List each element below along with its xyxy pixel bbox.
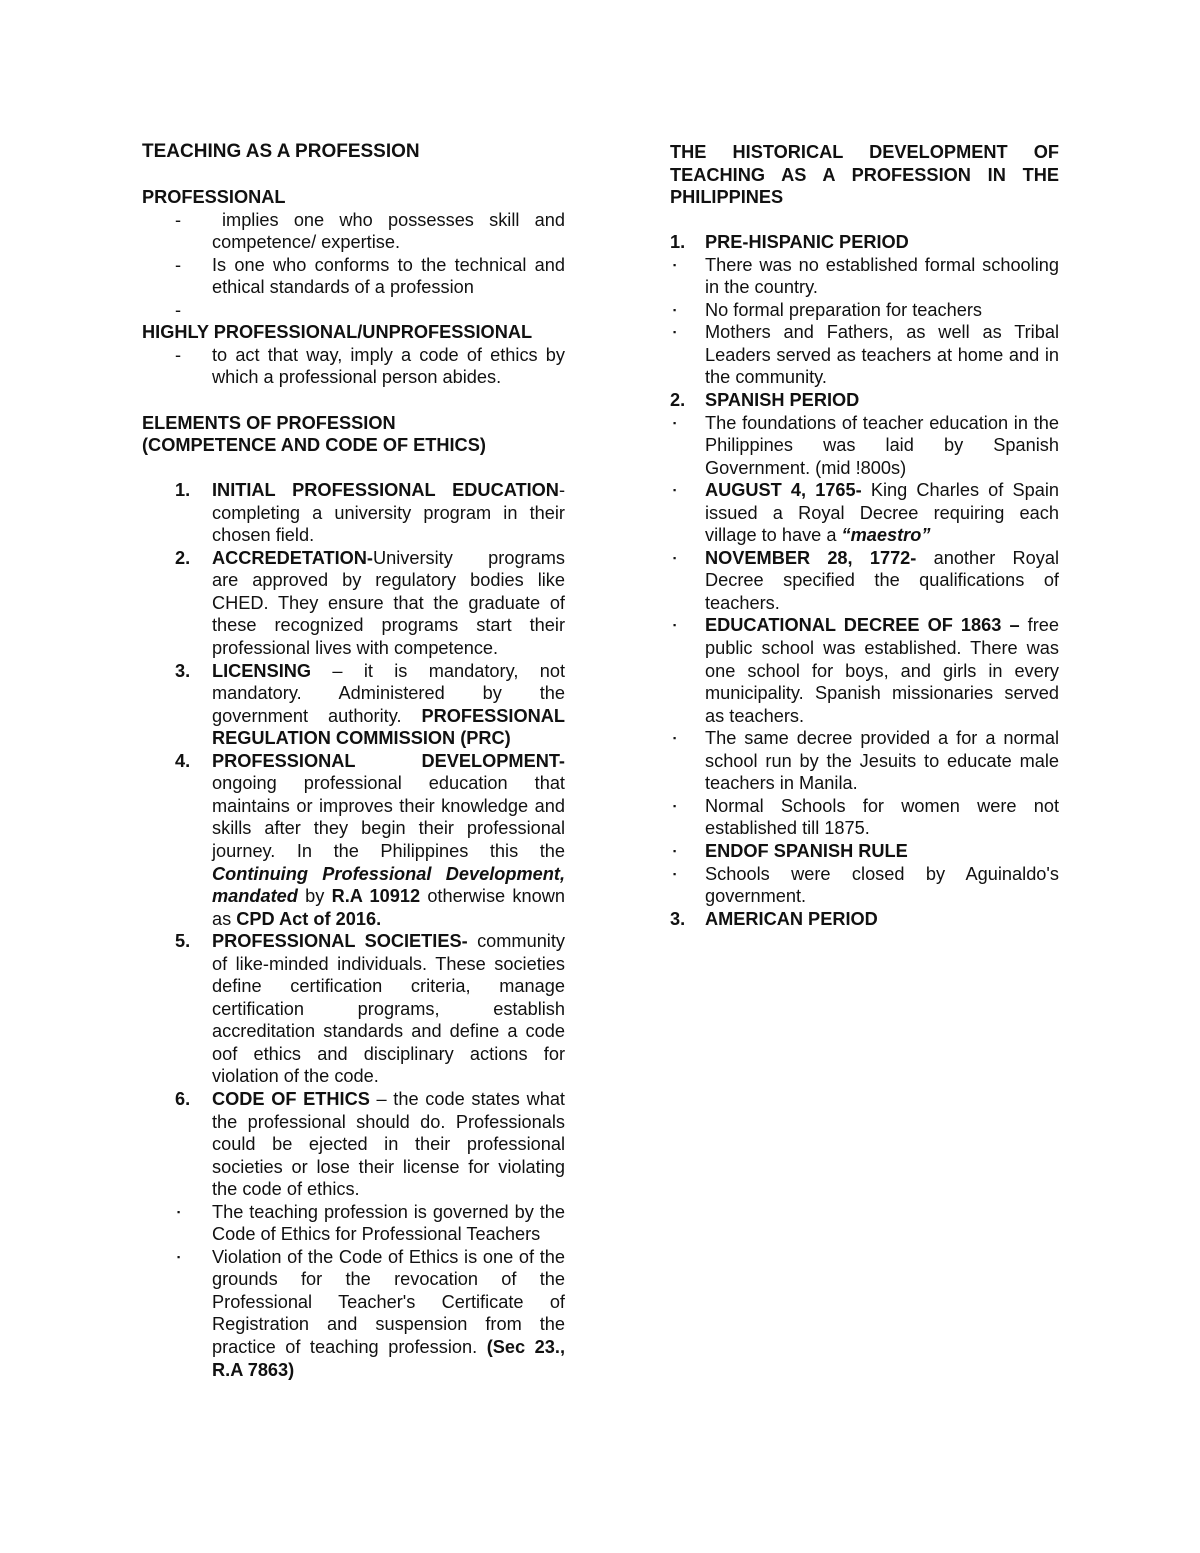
element-item-3: 3. LICENSING – it is mandatory, not mandatory. Administered by the government authority. PROFESSIONAL REGULATION COMMISSION (PRC) [175,660,565,749]
professional-heading: PROFESSIONAL [142,187,286,208]
bullet-icon: ▪ [673,304,677,315]
list-item: - Is one who conforms to the technical and ethical standards of a profession [175,254,565,298]
bullet-item: ▪ No formal preparation for teachers [673,299,982,320]
bullet-icon: ▪ [673,868,677,879]
list-item: - to act that way, imply a code of ethics by which a professional person abides. [175,344,565,388]
elements-subheading: (COMPETENCE AND CODE OF ETHICS) [142,435,486,456]
bullet-icon: ▪ [673,800,677,811]
list-item: - [175,299,182,320]
bullet-icon: ▪ [673,327,677,338]
history-title: THE HISTORICAL DEVELOPMENT OF TEACHING AS A PROFESSION IN THE PHILIPPINES [670,142,1059,208]
bullet-item: ▪ AUGUST 4, 1765- King Charles of Spain issued a Royal Decree requiring each village to have a “maestro” [673,480,1059,546]
bullet-item: ▪ Schools were closed by Aguinaldo's government. [673,863,1059,907]
bullet-icon: ▪ [673,417,677,428]
bullet-item: ▪ The foundations of teacher education in the Philippines was laid by Spanish Government. (mid !800s) [673,412,1059,478]
bullet-item: ▪ The same decree provided a for a normal school run by the Jesuits to educate male teachers in Manila. [673,728,1059,794]
bullet-item: ▪ Violation of the Code of Ethics is one of the grounds for the revocation of the Professional Teacher's Certificate of Registration and suspension from the practice of teaching profession. (Sec 23., R.A 7863) [177,1246,566,1380]
bullet-icon: ▪ [673,485,677,496]
bullet-icon: ▪ [673,259,677,270]
bullet-item: ▪ Normal Schools for women were not established till 1875. [673,795,1059,839]
bullet-icon: ▪ [177,1251,181,1262]
document-title: TEACHING AS A PROFESSION [142,141,420,162]
right-column [670,141,1059,930]
element-item-5: 5. PROFESSIONAL SOCIETIES- community of like-minded individuals. These societies define certification criteria, manage certification programs, establish accreditation standards and define a code oof ethics and disciplinary actions for violation of the code. [175,931,565,1087]
period-heading-pre-hispanic: 1. PRE-HISPANIC PERIOD [670,232,909,253]
list-item: - implies one who possesses skill and competence/ expertise. [175,209,565,253]
bullet-icon: ▪ [673,733,677,744]
bullet-icon: ▪ [673,620,677,631]
bullet-item: ▪ There was no established formal schooling in the country. [673,254,1059,298]
bullet-item: ▪ Mothers and Fathers, as well as Tribal Leaders served as teachers at home and in the community. [673,322,1059,388]
bullet-icon: ▪ [177,1206,181,1217]
period-heading-spanish: 2. SPANISH PERIOD [670,390,860,411]
bullet-item: ▪ ENDOF SPANISH RULE [673,840,908,861]
highly-professional-heading: HIGHLY PROFESSIONAL/UNPROFESSIONAL [142,322,533,343]
element-item-4: 4. PROFESSIONAL DEVELOPMENT- ongoing professional education that maintains or improves their knowledge and skills after they begin their professional journey. In the Philippines this the Continuing Professional Development, mandated by R.A 10912 otherwise known as CPD Act of 2016. [175,750,565,929]
element-item-6: 6. CODE OF ETHICS – the code states what the professional should do. Professionals could be ejected in their professional societies or lose their license for violating the code of ethics. [175,1088,565,1200]
period-heading-american: 3. AMERICAN PERIOD [670,908,878,929]
bullet-item: ▪ The teaching profession is governed by the Code of Ethics for Professional Teachers [177,1201,565,1245]
element-item-2: 2. ACCREDETATION-University programs are approved by regulatory bodies like CHED. They ensure that the graduate of these recognized programs start their professional lives with competence. [175,547,565,659]
bullet-item: ▪ EDUCATIONAL DECREE OF 1863 – free public school was established. There was one school for boys, and girls in every municipality. Spanish missionaries served as teachers. [673,615,1059,726]
bullet-icon: ▪ [673,552,677,563]
bullet-icon: ▪ [673,845,677,856]
bullet-item: ▪ NOVEMBER 28, 1772- another Royal Decree specified the qualifications of teachers. [673,547,1060,613]
left-column [142,141,565,1381]
elements-heading: ELEMENTS OF PROFESSION [142,412,396,433]
element-item-1: 1. INITIAL PROFESSIONAL EDUCATION- completing a university program in their chosen field. [175,480,565,546]
